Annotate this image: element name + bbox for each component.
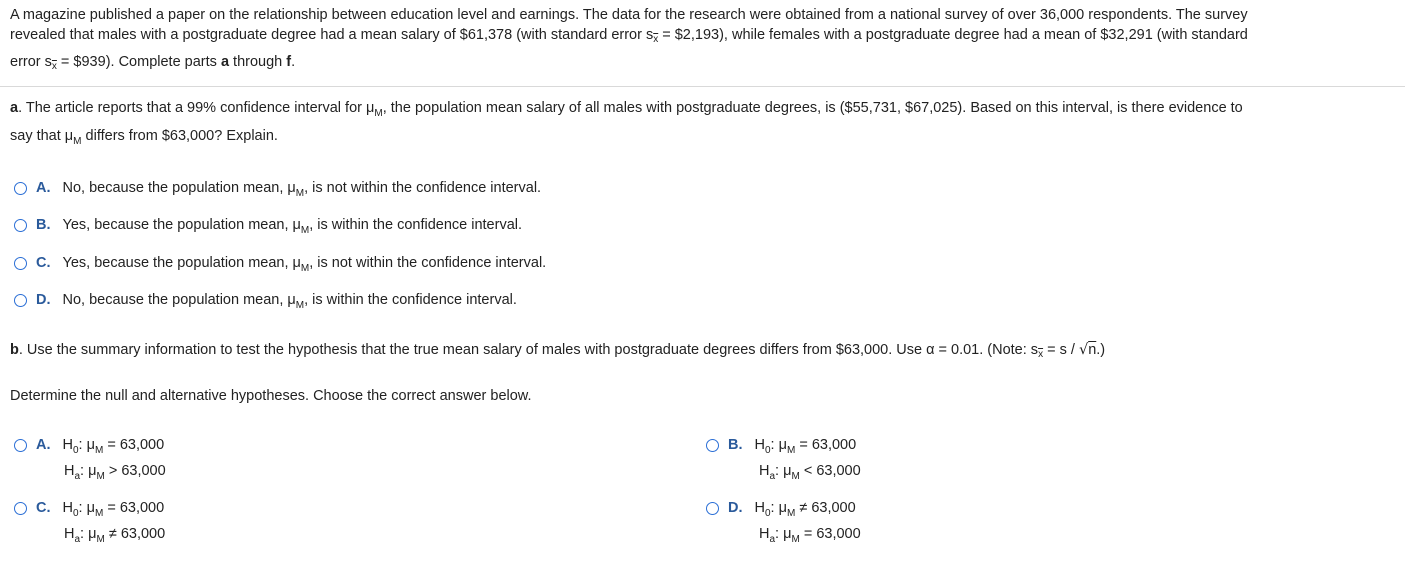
null-hypothesis: $H_0$: $\mu_M = 63,000$ — [754, 437, 857, 456]
part-b-question: b. Use the summary information to test the hypothesis that the true mean salary of males with postgraduate degrees differs from $63,000. Use α = 0.01. (Note: $s_{\overline{x}} = s / √n$.) — [10, 342, 1106, 360]
part-b-option-d[interactable]: D. $H_0$: $\mu_M \ne 63,000$ — [706, 500, 856, 516]
radio-button[interactable] — [706, 502, 719, 515]
intro-line-2: revealed that males with a postgraduate degree had a mean salary of $61,378 (with standard error $s_{\overline{x}}$ = $2,193), while females with a postgraduate degree had a mean of $32,291 (with standard — [10, 27, 1248, 45]
null-hypothesis: $H_0$: $\mu_M = 63,000$ — [62, 437, 165, 456]
alternative-hypothesis: $H_a$: $\mu_M > 63,000$ — [64, 463, 166, 482]
null-hypothesis: $H_0$: $\mu_M \ne 63,000$ — [754, 500, 856, 519]
alternative-hypothesis: $H_a$: $\mu_M \ne 63,000$ — [64, 526, 166, 545]
problem-intro — [10, 5, 1400, 47]
part-a-question: a. The article reports that a 99% confidence interval for $\mu_M$, the population mean salary of all males with postgraduate degrees, is ($55,731, $67,025). Based on this interval, is there evidence to say that $\mu_M$ differs from $63,000? Explain. — [10, 100, 1243, 147]
part-a-option-b[interactable]: B. Yes, because the population mean, $\mu_M$, is within the confidence interval. — [14, 217, 522, 233]
radio-button[interactable] — [14, 219, 27, 232]
radio-button[interactable] — [706, 439, 719, 452]
radio-button[interactable] — [14, 502, 27, 515]
part-a-option-d[interactable]: D. No, because the population mean, $\mu_M$, is within the confidence interval. — [14, 292, 517, 308]
part-b-prompt: Determine the null and alternative hypotheses. Choose the correct answer below. — [10, 388, 532, 404]
radio-button[interactable] — [14, 257, 27, 270]
radio-button[interactable] — [14, 294, 27, 307]
intro-line-1: A magazine published a paper on the relationship between education level and earnings. The data for the research were obtained from a national survey of over 36,000 respondents. The survey — [10, 7, 1248, 23]
part-b-option-b[interactable]: B. $H_0$: $\mu_M = 63,000$ — [706, 437, 856, 453]
part-a-option-c[interactable]: C. Yes, because the population mean, $\mu_M$, is not within the confidence interval. — [14, 255, 546, 271]
radio-button[interactable] — [14, 182, 27, 195]
part-b-option-c[interactable]: C. $H_0$: $\mu_M = 63,000$ — [14, 500, 164, 516]
alternative-hypothesis: $H_a$: $\mu_M < 63,000$ — [759, 463, 861, 482]
part-b-option-a[interactable]: A. $H_0$: $\mu_M = 63,000$ — [14, 437, 164, 453]
divider — [0, 86, 1405, 87]
null-hypothesis: $H_0$: $\mu_M = 63,000$ — [62, 500, 165, 519]
intro-line-3: error $s_{\overline{x}}$ = $939). Complete parts a through f. — [10, 54, 296, 72]
part-a-option-a[interactable]: A. No, because the population mean, $\mu_M$, is not within the confidence interval. — [14, 180, 541, 196]
alternative-hypothesis: $H_a$: $\mu_M = 63,000$ — [759, 526, 861, 545]
radio-button[interactable] — [14, 439, 27, 452]
